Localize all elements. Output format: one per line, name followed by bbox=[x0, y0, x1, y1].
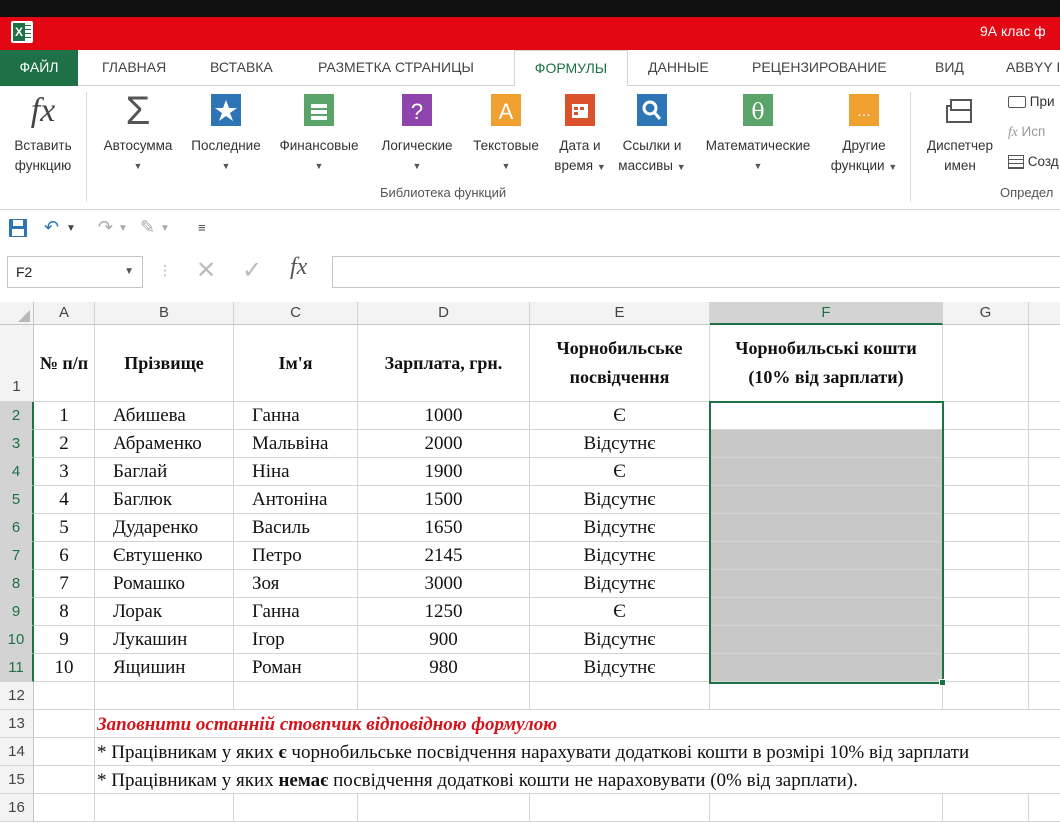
chevron-down-icon: ▼ bbox=[124, 266, 134, 277]
lookup-button[interactable] bbox=[612, 92, 692, 177]
more-functions-button[interactable] bbox=[822, 92, 906, 177]
use-in-formula-button[interactable] bbox=[1008, 124, 1045, 140]
cell-funds[interactable] bbox=[710, 430, 943, 458]
empty-cell[interactable] bbox=[1029, 325, 1060, 402]
empty-cell[interactable] bbox=[1029, 570, 1060, 598]
name-box-value: F2 bbox=[16, 264, 33, 280]
create-from-selection-button[interactable] bbox=[1008, 154, 1059, 169]
cell-certificate[interactable]: Відсутнє bbox=[530, 542, 710, 570]
row-header[interactable]: 4 bbox=[0, 458, 34, 486]
more-label-1: Другие bbox=[842, 138, 886, 153]
autosum-label: Автосумма bbox=[103, 138, 173, 153]
insert-function-button[interactable] bbox=[8, 92, 78, 176]
logical-button[interactable] bbox=[372, 92, 462, 176]
cell-number[interactable]: 5 bbox=[34, 514, 95, 542]
tab-view[interactable]: ВИД bbox=[935, 59, 964, 75]
header-cell-salary[interactable]: Зарплата, грн. bbox=[358, 325, 530, 402]
cell-certificate[interactable]: Відсутнє bbox=[530, 514, 710, 542]
chevron-down-icon: ▼ bbox=[753, 161, 763, 171]
svg-text:?: ? bbox=[410, 99, 424, 124]
create-from-selection-label: Созд bbox=[1027, 154, 1059, 169]
quick-access-toolbar bbox=[0, 210, 1060, 244]
group-label-function-library: Библиотека функций bbox=[380, 185, 507, 200]
empty-cell[interactable] bbox=[34, 682, 95, 710]
empty-cell[interactable] bbox=[943, 542, 1029, 570]
cell-funds[interactable] bbox=[710, 514, 943, 542]
datetime-label-2: время ▼ bbox=[554, 158, 606, 173]
instruction-line-1 bbox=[97, 742, 969, 764]
header-cell-name[interactable]: Ім'я bbox=[234, 325, 358, 402]
row-header[interactable]: 7 bbox=[0, 542, 34, 570]
row-header[interactable]: 10 bbox=[0, 626, 34, 654]
chevron-down-icon[interactable]: ▼ bbox=[118, 223, 128, 234]
grid-icon bbox=[1008, 155, 1024, 169]
header-cell-surname[interactable]: Прізвище bbox=[95, 325, 234, 402]
excel-logo-icon[interactable] bbox=[11, 21, 33, 43]
insert-function-label-2: функцию bbox=[14, 158, 72, 173]
tab-review[interactable]: РЕЦЕНЗИРОВАНИЕ bbox=[752, 59, 887, 75]
tab-abbyy[interactable]: ABBYY I bbox=[1006, 59, 1060, 75]
empty-cell[interactable] bbox=[34, 710, 95, 738]
empty-cell[interactable] bbox=[943, 626, 1029, 654]
financial-book-icon bbox=[302, 92, 336, 130]
cell-salary[interactable]: 3000 bbox=[358, 570, 530, 598]
title-bar bbox=[0, 17, 1060, 50]
instruction-1-part-c: чорнобильське посвідчення нарахувати додаткові кошти в розмірі 10% від зарплати bbox=[286, 742, 970, 763]
format-painter-icon[interactable]: ✎ bbox=[140, 217, 156, 237]
cell-surname[interactable]: Баглюк bbox=[95, 486, 234, 514]
row-header[interactable]: 6 bbox=[0, 514, 34, 542]
empty-cell[interactable] bbox=[95, 682, 234, 710]
empty-cell[interactable] bbox=[34, 794, 95, 822]
ribbon-formulas bbox=[0, 86, 1060, 210]
spreadsheet-grid bbox=[0, 302, 1060, 823]
formula-input[interactable] bbox=[332, 256, 1060, 288]
more-book-icon bbox=[847, 92, 881, 130]
chevron-down-icon: ▼ bbox=[412, 161, 422, 171]
cell-number[interactable]: 9 bbox=[34, 626, 95, 654]
column-header-e[interactable]: E bbox=[530, 302, 710, 325]
calendar-book-icon bbox=[563, 92, 597, 130]
empty-cell[interactable] bbox=[943, 486, 1029, 514]
header-cell-number[interactable]: № п/п bbox=[34, 325, 95, 402]
row-header[interactable]: 2 bbox=[0, 402, 34, 430]
cell-surname[interactable]: Євтушенко bbox=[95, 542, 234, 570]
empty-cell[interactable] bbox=[1029, 486, 1060, 514]
empty-cell[interactable] bbox=[1029, 514, 1060, 542]
row-header[interactable]: 14 bbox=[0, 738, 34, 766]
cell-certificate[interactable]: Відсутнє bbox=[530, 626, 710, 654]
cell-salary[interactable]: 2145 bbox=[358, 542, 530, 570]
cell-surname[interactable]: Абишева bbox=[95, 402, 234, 430]
tab-data[interactable]: ДАННЫЕ bbox=[648, 59, 709, 75]
fill-handle[interactable] bbox=[939, 679, 946, 686]
cell-name[interactable]: Ніна bbox=[234, 458, 358, 486]
header-cell-certificate[interactable]: Чорнобильське посвідчення bbox=[530, 325, 710, 402]
chevron-down-icon: ▼ bbox=[221, 161, 231, 171]
cell-surname[interactable]: Ромашко bbox=[95, 570, 234, 598]
empty-cell[interactable] bbox=[1029, 542, 1060, 570]
chevron-down-icon[interactable]: ▼ bbox=[160, 223, 170, 234]
empty-cell[interactable] bbox=[943, 794, 1029, 822]
column-header-g[interactable]: G bbox=[943, 302, 1029, 325]
save-icon[interactable] bbox=[8, 218, 28, 238]
cell-salary[interactable]: 1000 bbox=[358, 402, 530, 430]
row-header[interactable]: 9 bbox=[0, 598, 34, 626]
cell-certificate[interactable]: Є bbox=[530, 598, 710, 626]
cell-funds[interactable] bbox=[710, 542, 943, 570]
empty-cell[interactable] bbox=[710, 682, 943, 710]
name-manager-label-1: Диспетчер bbox=[926, 138, 994, 153]
cell-number[interactable]: 3 bbox=[34, 458, 95, 486]
cell-number[interactable]: 4 bbox=[34, 486, 95, 514]
empty-cell[interactable] bbox=[943, 682, 1029, 710]
column-header-a[interactable]: A bbox=[34, 302, 95, 325]
insert-function-fx-icon[interactable]: fx bbox=[290, 254, 308, 280]
separator-dots-icon: ⋮ bbox=[158, 262, 172, 278]
row-header[interactable]: 13 bbox=[0, 710, 34, 738]
empty-cell[interactable] bbox=[95, 794, 234, 822]
cell-funds[interactable] bbox=[710, 486, 943, 514]
cell-surname[interactable]: Лукашин bbox=[95, 626, 234, 654]
cell-name[interactable]: Антоніна bbox=[234, 486, 358, 514]
cell-surname[interactable]: Дударенко bbox=[95, 514, 234, 542]
empty-cell[interactable] bbox=[943, 654, 1029, 682]
instruction-line-2 bbox=[97, 770, 858, 792]
cell-funds[interactable] bbox=[710, 402, 943, 430]
row-header[interactable]: 16 bbox=[0, 794, 34, 822]
cell-salary[interactable]: 2000 bbox=[358, 430, 530, 458]
math-label: Математические bbox=[705, 138, 811, 153]
cell-number[interactable]: 2 bbox=[34, 430, 95, 458]
row-header[interactable]: 1 bbox=[0, 325, 34, 402]
formula-bar bbox=[0, 250, 1060, 294]
cancel-icon[interactable]: ✕ bbox=[196, 257, 217, 284]
empty-cell[interactable] bbox=[943, 598, 1029, 626]
financial-label: Финансовые bbox=[279, 138, 359, 153]
recent-functions-button[interactable] bbox=[184, 92, 268, 176]
tab-insert[interactable]: ВСТАВКА bbox=[210, 59, 273, 75]
empty-cell[interactable] bbox=[1029, 654, 1060, 682]
define-name-button[interactable] bbox=[1008, 94, 1055, 109]
tab-file[interactable]: ФАЙЛ bbox=[0, 50, 78, 86]
cell-surname[interactable]: Абраменко bbox=[95, 430, 234, 458]
cell-funds[interactable] bbox=[710, 598, 943, 626]
cell-name[interactable]: Ганна bbox=[234, 402, 358, 430]
recent-label: Последние bbox=[191, 138, 261, 153]
sigma-icon: Σ bbox=[125, 89, 151, 133]
cell-salary[interactable]: 1500 bbox=[358, 486, 530, 514]
name-manager-label-2: имен bbox=[944, 158, 976, 173]
cell-number[interactable]: 8 bbox=[34, 598, 95, 626]
cell-name[interactable]: Мальвіна bbox=[234, 430, 358, 458]
svg-text:A: A bbox=[498, 99, 514, 124]
window-title: 9А клас ф bbox=[980, 23, 1046, 39]
chevron-down-icon[interactable]: ▼ bbox=[66, 223, 76, 234]
cell-number[interactable]: 1 bbox=[34, 402, 95, 430]
cell-name[interactable]: Роман bbox=[234, 654, 358, 682]
cell-salary[interactable]: 980 bbox=[358, 654, 530, 682]
empty-cell[interactable] bbox=[358, 682, 530, 710]
logical-label: Логические bbox=[381, 138, 453, 153]
cell-name[interactable]: Ігор bbox=[234, 626, 358, 654]
cell-number[interactable]: 10 bbox=[34, 654, 95, 682]
svg-text:...: ... bbox=[857, 103, 871, 120]
empty-cell[interactable] bbox=[34, 738, 95, 766]
tab-formulas[interactable]: ФОРМУЛЫ bbox=[514, 50, 628, 87]
cell-surname[interactable]: Ящишин bbox=[95, 654, 234, 682]
redo-icon[interactable]: ↷ bbox=[98, 217, 114, 237]
chevron-down-icon: ▼ bbox=[501, 161, 511, 171]
cell-funds[interactable] bbox=[710, 570, 943, 598]
enter-check-icon[interactable]: ✓ bbox=[242, 257, 263, 284]
row-header[interactable]: 11 bbox=[0, 654, 34, 682]
cell-name[interactable]: Зоя bbox=[234, 570, 358, 598]
chevron-down-icon: ▼ bbox=[314, 161, 324, 171]
empty-cell[interactable] bbox=[1029, 458, 1060, 486]
empty-cell[interactable] bbox=[234, 682, 358, 710]
cell-surname[interactable]: Баглай bbox=[95, 458, 234, 486]
excel-logo-letter: X bbox=[14, 25, 23, 39]
lookup-label-2: массивы ▼ bbox=[618, 158, 686, 173]
column-header-d[interactable]: D bbox=[358, 302, 530, 325]
datetime-button[interactable] bbox=[550, 92, 610, 177]
name-box[interactable] bbox=[7, 256, 143, 288]
empty-cell[interactable] bbox=[1029, 626, 1060, 654]
group-label-defined-names: Определ bbox=[1000, 185, 1054, 200]
financial-button[interactable] bbox=[272, 92, 366, 176]
empty-cell[interactable] bbox=[530, 682, 710, 710]
row-header[interactable]: 15 bbox=[0, 766, 34, 794]
theta-book-icon bbox=[741, 92, 775, 130]
ribbon-tabs bbox=[0, 50, 1060, 86]
cell-funds[interactable] bbox=[710, 626, 943, 654]
tag-icon bbox=[1008, 96, 1026, 108]
column-header-c[interactable]: C bbox=[234, 302, 358, 325]
row-header[interactable]: 3 bbox=[0, 430, 34, 458]
cell-funds[interactable] bbox=[710, 654, 943, 682]
row-header[interactable]: 8 bbox=[0, 570, 34, 598]
empty-cell[interactable] bbox=[710, 794, 943, 822]
lookup-label-1: Ссылки и bbox=[622, 138, 682, 153]
cell-name[interactable]: Василь bbox=[234, 514, 358, 542]
instruction-2-part-b: немає bbox=[278, 770, 329, 791]
empty-cell[interactable] bbox=[358, 794, 530, 822]
column-header-f[interactable]: F bbox=[710, 302, 943, 325]
empty-cell[interactable] bbox=[1029, 430, 1060, 458]
cell-certificate[interactable]: Відсутнє bbox=[530, 654, 710, 682]
empty-cell[interactable] bbox=[943, 570, 1029, 598]
cell-funds[interactable] bbox=[710, 458, 943, 486]
name-manager-button[interactable] bbox=[916, 92, 1004, 176]
instruction-2-part-a: * Працівникам у яких bbox=[97, 770, 279, 791]
cell-salary[interactable]: 1250 bbox=[358, 598, 530, 626]
empty-cell[interactable] bbox=[234, 794, 358, 822]
empty-cell[interactable] bbox=[943, 430, 1029, 458]
cell-certificate[interactable]: Є bbox=[530, 458, 710, 486]
select-all-triangle-icon bbox=[18, 310, 30, 322]
cell-number[interactable]: 6 bbox=[34, 542, 95, 570]
question-book-icon bbox=[400, 92, 434, 130]
cell-salary[interactable]: 1900 bbox=[358, 458, 530, 486]
screen-top-strip bbox=[0, 0, 1060, 17]
cell-surname[interactable]: Лорак bbox=[95, 598, 234, 626]
text-book-icon bbox=[489, 92, 523, 130]
instruction-title: Заповнити останній стовпчик відповідною формулою bbox=[97, 714, 558, 735]
star-book-icon bbox=[209, 92, 243, 130]
datetime-label-1: Дата и bbox=[559, 138, 601, 153]
fx-small-icon: fx bbox=[1008, 124, 1018, 139]
empty-cell[interactable] bbox=[943, 402, 1029, 430]
cell-certificate[interactable]: Відсутнє bbox=[530, 570, 710, 598]
cell-salary[interactable]: 1650 bbox=[358, 514, 530, 542]
row-header[interactable]: 12 bbox=[0, 682, 34, 710]
instruction-1-part-b: є bbox=[278, 742, 287, 763]
undo-icon[interactable]: ↶ bbox=[44, 217, 60, 237]
instruction-2-part-c: посвідчення додаткові кошти не нараховувати (0% від зарплати). bbox=[328, 770, 858, 791]
autosum-button[interactable] bbox=[96, 89, 180, 176]
customize-qat-icon[interactable]: ≡ bbox=[198, 220, 206, 235]
more-label-2: функции ▼ bbox=[830, 158, 898, 173]
text-label: Текстовые bbox=[473, 138, 539, 153]
column-header-b[interactable]: B bbox=[95, 302, 234, 325]
empty-cell[interactable] bbox=[943, 325, 1029, 402]
ribbon-separator bbox=[86, 92, 87, 202]
header-cell-funds[interactable]: Чорнобильські кошти (10% від зарплати) bbox=[710, 325, 943, 402]
empty-cell[interactable] bbox=[943, 458, 1029, 486]
empty-cell[interactable] bbox=[1029, 402, 1060, 430]
tab-page-layout[interactable]: РАЗМЕТКА СТРАНИЦЫ bbox=[318, 59, 474, 75]
column-header-h[interactable] bbox=[1029, 302, 1060, 325]
define-name-label: При bbox=[1029, 94, 1055, 109]
empty-cell[interactable] bbox=[530, 794, 710, 822]
magnifier-book-icon bbox=[635, 92, 669, 130]
math-button[interactable] bbox=[696, 92, 820, 176]
use-in-formula-label: Исп bbox=[1021, 124, 1046, 139]
cell-certificate[interactable]: Є bbox=[530, 402, 710, 430]
empty-cell[interactable] bbox=[1029, 794, 1060, 822]
cell-certificate[interactable]: Відсутнє bbox=[530, 430, 710, 458]
tab-home[interactable]: ГЛАВНАЯ bbox=[102, 59, 167, 75]
name-tags-icon bbox=[943, 92, 977, 130]
ribbon-separator bbox=[910, 92, 911, 202]
chevron-down-icon: ▼ bbox=[133, 161, 143, 171]
select-all-corner[interactable] bbox=[0, 302, 34, 325]
excel-logo-sheet bbox=[25, 25, 31, 39]
empty-cell[interactable] bbox=[34, 766, 95, 794]
empty-cell[interactable] bbox=[1029, 682, 1060, 710]
text-functions-button[interactable] bbox=[466, 92, 546, 176]
cell-name[interactable]: Петро bbox=[234, 542, 358, 570]
empty-cell[interactable] bbox=[943, 514, 1029, 542]
cell-number[interactable]: 7 bbox=[34, 570, 95, 598]
cell-certificate[interactable]: Відсутнє bbox=[530, 486, 710, 514]
cell-salary[interactable]: 900 bbox=[358, 626, 530, 654]
svg-text:θ: θ bbox=[751, 100, 765, 125]
empty-cell[interactable] bbox=[1029, 598, 1060, 626]
fx-icon: fx bbox=[30, 92, 56, 129]
instruction-1-part-a: * Працівникам у яких bbox=[97, 742, 279, 763]
insert-function-label-1: Вставить bbox=[14, 138, 72, 153]
row-header[interactable]: 5 bbox=[0, 486, 34, 514]
cell-name[interactable]: Ганна bbox=[234, 598, 358, 626]
